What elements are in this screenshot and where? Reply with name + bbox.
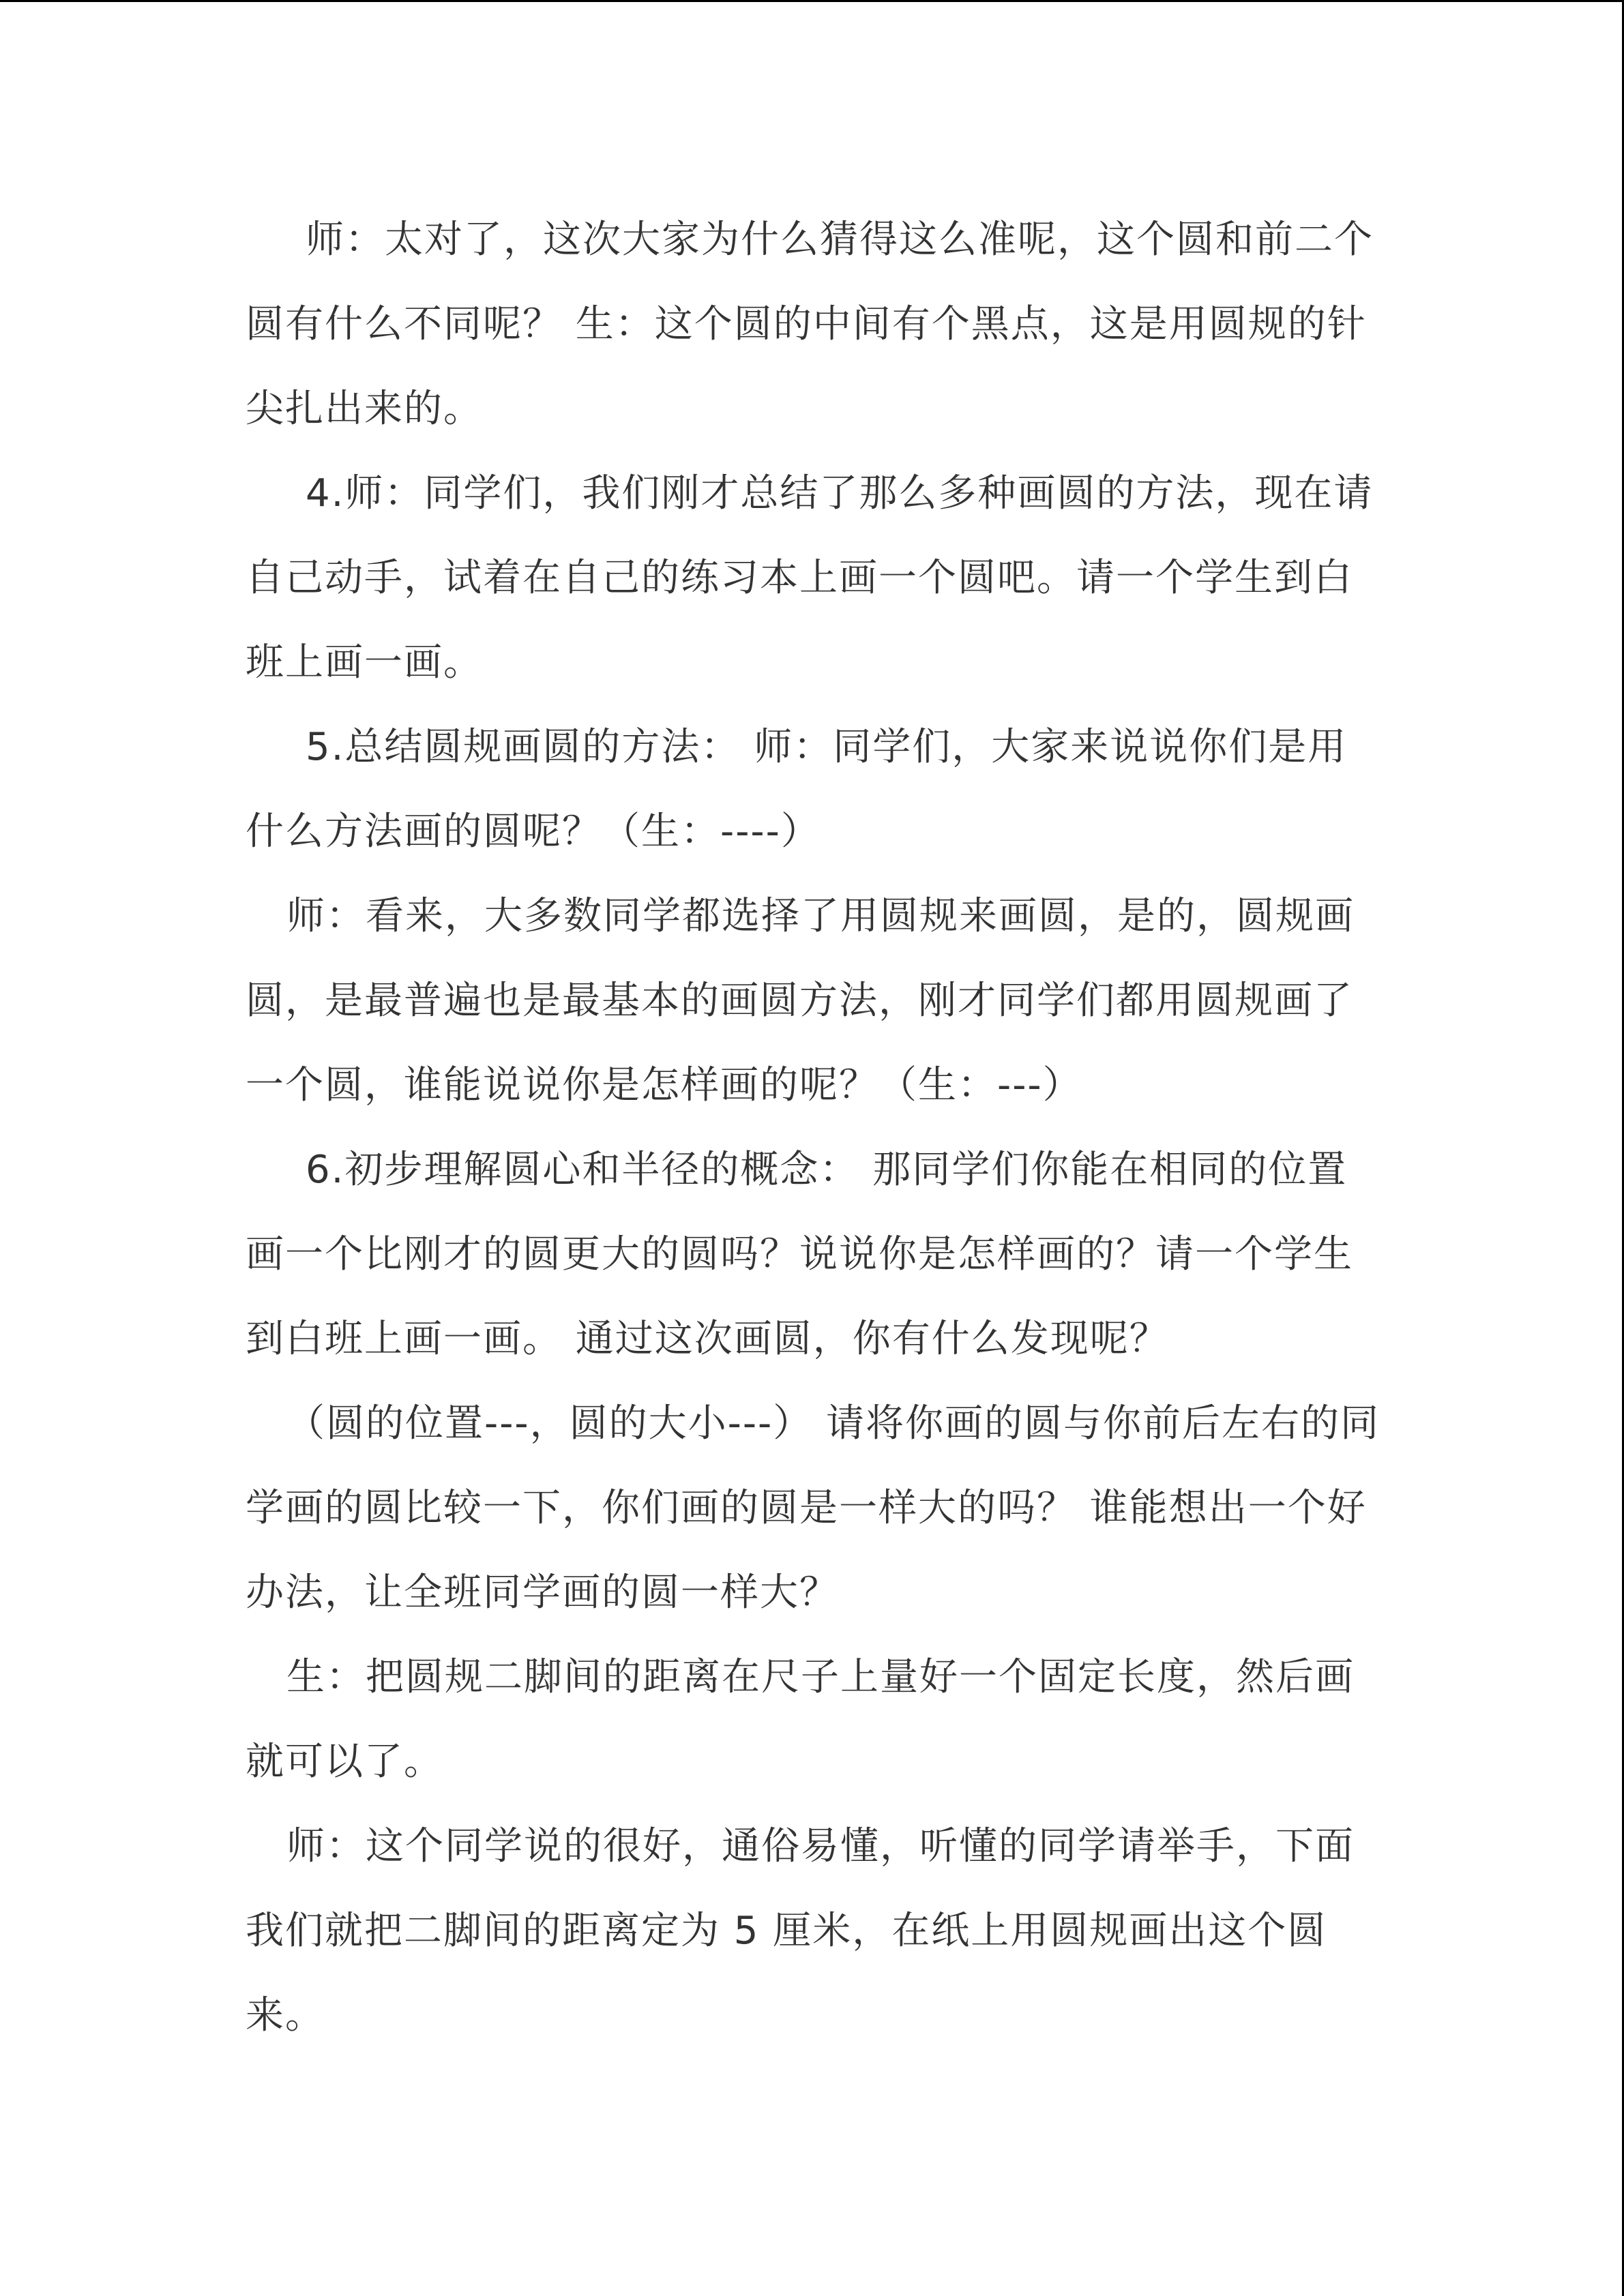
paragraph-step-5: 5.总结圆规画圆的方法： 师：同学们，大家来说说你们是用什么方法画的圆呢？（生：----）	[246, 725, 1348, 854]
paragraph-teacher-compass: 师：看来，大多数同学都选择了用圆规来画圆，是的，圆规画圆，是最普遍也是最基本的画圆方法，刚才同学们都用圆规画了一个圆，谁能说说你是怎样画的呢？（生：---）	[246, 894, 1355, 1107]
page-top-border	[0, 0, 1624, 2]
paragraph-teacher-5cm: 师：这个同学说的很好，通俗易懂，听懂的同学请举手，下面我们就把二脚间的距离定为 5 厘米，在纸上用圆规画出这个圆来。	[246, 1824, 1355, 2038]
document-body	[246, 198, 1381, 2058]
paragraph-teacher-guess: 师：太对了，这次大家为什么猜得这么准呢，这个圆和前二个圆有什么不同呢？ 生：这个圆的中间有个黑点，这是用圆规的针尖扎出来的。	[246, 218, 1374, 431]
paragraph-student-answer: 生：把圆规二脚间的距离在尺子上量好一个固定长度，然后画就可以了。	[246, 1655, 1355, 1784]
paragraph-step-4: 4.师：同学们，我们刚才总结了那么多种画圆的方法，现在请自己动手，试着在自己的练习本上画一个圆吧。请一个学生到白班上画一画。	[246, 471, 1374, 685]
paragraph-compare-circles: （圆的位置---，圆的大小---） 请将你画的圆与你前后左右的同学画的圆比较一下，你们画的圆是一样大的吗？ 谁能想出一个好办法，让全班同学画的圆一样大？	[246, 1401, 1381, 1615]
paragraph-step-6: 6.初步理解圆心和半径的概念： 那同学们你能在相同的位置画一个比刚才的圆更大的圆吗？说说你是怎样画的？请一个学生到白班上画一画。 通过这次画圆，你有什么发现呢？	[246, 1148, 1353, 1361]
